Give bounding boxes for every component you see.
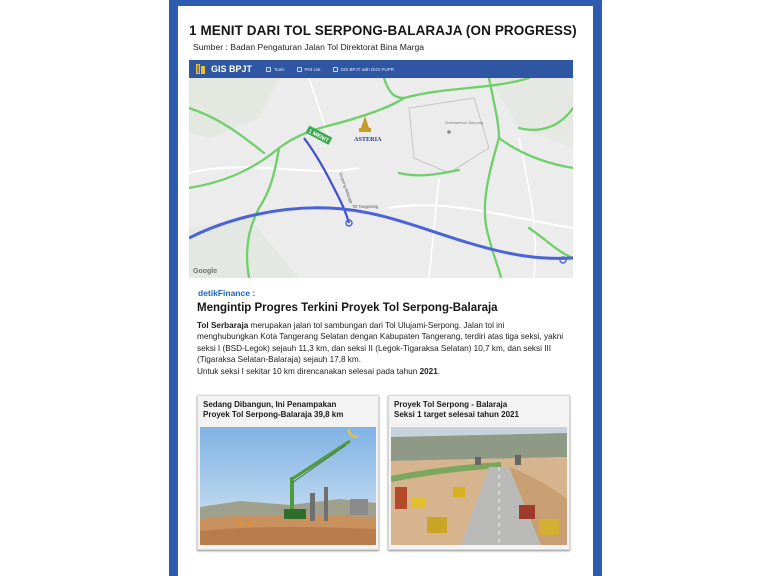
list-icon — [297, 67, 302, 72]
body-paragraph-2: Untuk seksi I sekitar 10 km direncanakan selesai pada tahun — [197, 366, 420, 376]
page-title: 1 MENIT DARI TOL SERPONG-BALARAJA (ON PROGRESS) — [189, 23, 577, 38]
menit-label: 1 MENIT — [307, 128, 330, 145]
tools-label: Tools — [274, 66, 285, 72]
map-canvas — [189, 78, 573, 278]
landmark-pin-icon[interactable] — [447, 130, 451, 134]
gis-digi-label: GIS BPJT with DIGI PUPR — [340, 66, 394, 72]
body-paragraph-1: merupakan jalan tol sambungan dari Tol Ulujami-Serpong. Jalan tol ini menghubungkan Kota Tangerang Selatan dengan Kabupaten Tangerang, terdiri atas tiga seksi, yakni seksi I (BSD-Legok) sejauh 11,3 km, dan seksi II (Legok-Tigaraksa Selatan) 10,7 km, dan seksi III (Tigaraksa Selatan-Balaraja) sejauh 17,8 km. — [197, 321, 564, 365]
body-year: 2021 — [419, 366, 438, 376]
gis-logo[interactable] — [195, 63, 252, 75]
map-view[interactable] — [189, 60, 573, 278]
tools-icon — [266, 67, 271, 72]
tools-menu[interactable] — [266, 67, 285, 72]
body-end: . — [437, 366, 441, 376]
photo-card-construction[interactable] — [197, 395, 379, 550]
road-construction-photo — [391, 427, 567, 545]
article-body — [197, 320, 567, 377]
asteria-label: ASTERIA — [354, 136, 382, 143]
brand-label: detikFinance : — [198, 288, 256, 298]
gis-digi-menu[interactable] — [333, 67, 394, 72]
google-attribution: Google — [193, 268, 218, 275]
card-caption-line-1: Sedang Dibangun, Ini Penampakan — [203, 400, 337, 409]
road-label-serpong-balaraja: Serpong-Balaraja — [338, 171, 354, 204]
poi-list-menu[interactable] — [297, 67, 321, 72]
body-lead: Tol Serbaraja — [197, 321, 249, 330]
construction-photo — [200, 427, 376, 545]
card-caption-line-1: Proyek Tol Serpong - Balaraja — [394, 400, 508, 409]
road-label-toll: Tol Tangerang — [352, 204, 379, 209]
poi-list-label: POI List — [304, 66, 321, 72]
landmark-label: Summarecon Serpong — [445, 121, 483, 125]
photo-card-road[interactable] — [388, 395, 570, 550]
map-toolbar — [189, 60, 573, 78]
card-caption — [394, 400, 564, 420]
poster — [169, 0, 602, 576]
globe-icon — [333, 67, 338, 72]
app-name: GIS BPJT — [211, 64, 253, 74]
pupr-logo-icon — [195, 63, 207, 75]
card-caption — [203, 400, 373, 420]
article-headline: Mengintip Progres Terkini Proyek Tol Serpong-Balaraja — [197, 302, 498, 314]
source-text: Sumber : Badan Pengaturan Jalan Tol Direktorat Bina Marga — [193, 42, 425, 52]
card-caption-line-2: Proyek Tol Serpong-Balaraja 39,8 km — [203, 410, 344, 419]
card-caption-line-2: Seksi 1 target selesai tahun 2021 — [394, 410, 519, 419]
